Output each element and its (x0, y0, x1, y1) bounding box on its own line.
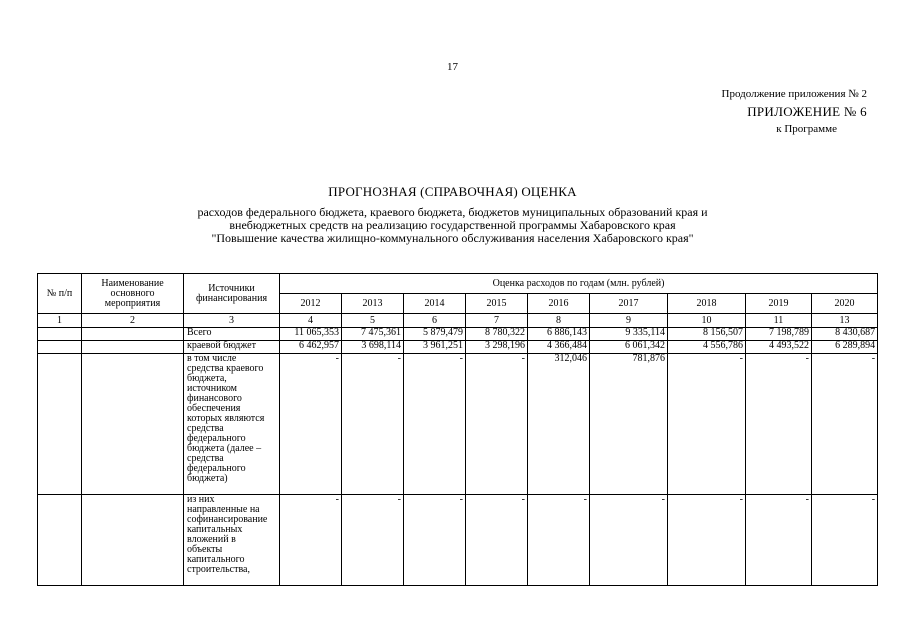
column-number: 10 (668, 314, 746, 328)
value-cell: - (746, 354, 812, 495)
value-cell: - (404, 495, 466, 586)
document-title: ПРОГНОЗНАЯ (СПРАВОЧНАЯ) ОЦЕНКА (328, 184, 577, 199)
column-number: 2 (82, 314, 184, 328)
value-cell: 8 430,687 (812, 328, 878, 341)
header-year: 2012 (280, 294, 342, 314)
budget-table (37, 273, 878, 586)
column-number: 6 (404, 314, 466, 328)
value-cell: - (528, 495, 590, 586)
value-cell: - (466, 495, 528, 586)
value-cell: 3 298,196 (466, 341, 528, 354)
value-cell: 9 335,114 (590, 328, 668, 341)
value-cell: 5 879,479 (404, 328, 466, 341)
source-cell: в том числе средства краевого бюджета, источником финансового обеспечения которых являются средства федерального бюджета (далее – средства федерального бюджета) (187, 353, 265, 484)
header-year: 2017 (590, 294, 668, 314)
value-cell: 4 366,484 (528, 341, 590, 354)
subtitle-line: "Повышение качества жилищно-коммунального обслуживания населения Хабаровского края" (211, 231, 694, 245)
header-year: 2018 (668, 294, 746, 314)
value-cell: 312,046 (528, 354, 590, 495)
header-year: 2020 (812, 294, 878, 314)
header-year: 2013 (342, 294, 404, 314)
table-row (38, 328, 878, 341)
value-cell: - (342, 495, 404, 586)
value-cell: 6 061,342 (590, 341, 668, 354)
subtitle-line: внебюджетных средств на реализацию государственной программы Хабаровского края (229, 218, 676, 232)
value-cell: 781,876 (590, 354, 668, 495)
column-number: 4 (280, 314, 342, 328)
value-cell: - (668, 354, 746, 495)
header-name: Наименование основного мероприятия (82, 274, 184, 314)
value-cell: - (466, 354, 528, 495)
value-cell: 8 780,322 (466, 328, 528, 341)
header-year: 2019 (746, 294, 812, 314)
value-cell: - (668, 495, 746, 586)
appendix-title: ПРИЛОЖЕНИЕ № 6 (747, 104, 867, 119)
value-cell: 7 198,789 (746, 328, 812, 341)
value-cell: - (280, 354, 342, 495)
value-cell: 6 462,957 (280, 341, 342, 354)
header-estimate: Оценка расходов по годам (млн. рублей) (280, 274, 878, 294)
column-number: 9 (590, 314, 668, 328)
value-cell: 6 886,143 (528, 328, 590, 341)
header-num: № п/п (38, 274, 82, 314)
value-cell: - (590, 495, 668, 586)
value-cell: - (280, 495, 342, 586)
column-number-row (38, 314, 878, 328)
continuation-note: Продолжение приложения № 2 (721, 88, 867, 100)
value-cell: 4 556,786 (668, 341, 746, 354)
value-cell: 3 961,251 (404, 341, 466, 354)
subtitle-line: расходов федерального бюджета, краевого бюджета, бюджетов муниципальных образований края и (197, 205, 708, 219)
column-number: 7 (466, 314, 528, 328)
table-row (38, 354, 878, 495)
value-cell: - (746, 495, 812, 586)
document-subtitle (0, 206, 905, 245)
source-cell: из них направленные на софинансирование капитальных вложений в объекты капитального строительства, (187, 494, 268, 575)
table-row (38, 341, 878, 354)
source-cell: краевой бюджет (184, 341, 280, 354)
column-number: 3 (184, 314, 280, 328)
column-number: 5 (342, 314, 404, 328)
value-cell: - (342, 354, 404, 495)
value-cell: - (812, 495, 878, 586)
header-year: 2014 (404, 294, 466, 314)
value-cell: 6 289,894 (812, 341, 878, 354)
value-cell: 4 493,522 (746, 341, 812, 354)
column-number: 11 (746, 314, 812, 328)
table-row (38, 495, 878, 586)
column-number: 8 (528, 314, 590, 328)
value-cell: - (812, 354, 878, 495)
value-cell: 3 698,114 (342, 341, 404, 354)
header-sources: Источники финансирования (184, 274, 280, 314)
value-cell: - (404, 354, 466, 495)
column-number: 1 (38, 314, 82, 328)
page-number: 17 (447, 61, 458, 73)
program-reference: к Программе (776, 123, 837, 135)
value-cell: 11 065,353 (280, 328, 342, 341)
header-year: 2016 (528, 294, 590, 314)
column-number: 13 (812, 314, 878, 328)
value-cell: 8 156,507 (668, 328, 746, 341)
source-cell: Всего (184, 328, 280, 341)
value-cell: 7 475,361 (342, 328, 404, 341)
header-year: 2015 (466, 294, 528, 314)
